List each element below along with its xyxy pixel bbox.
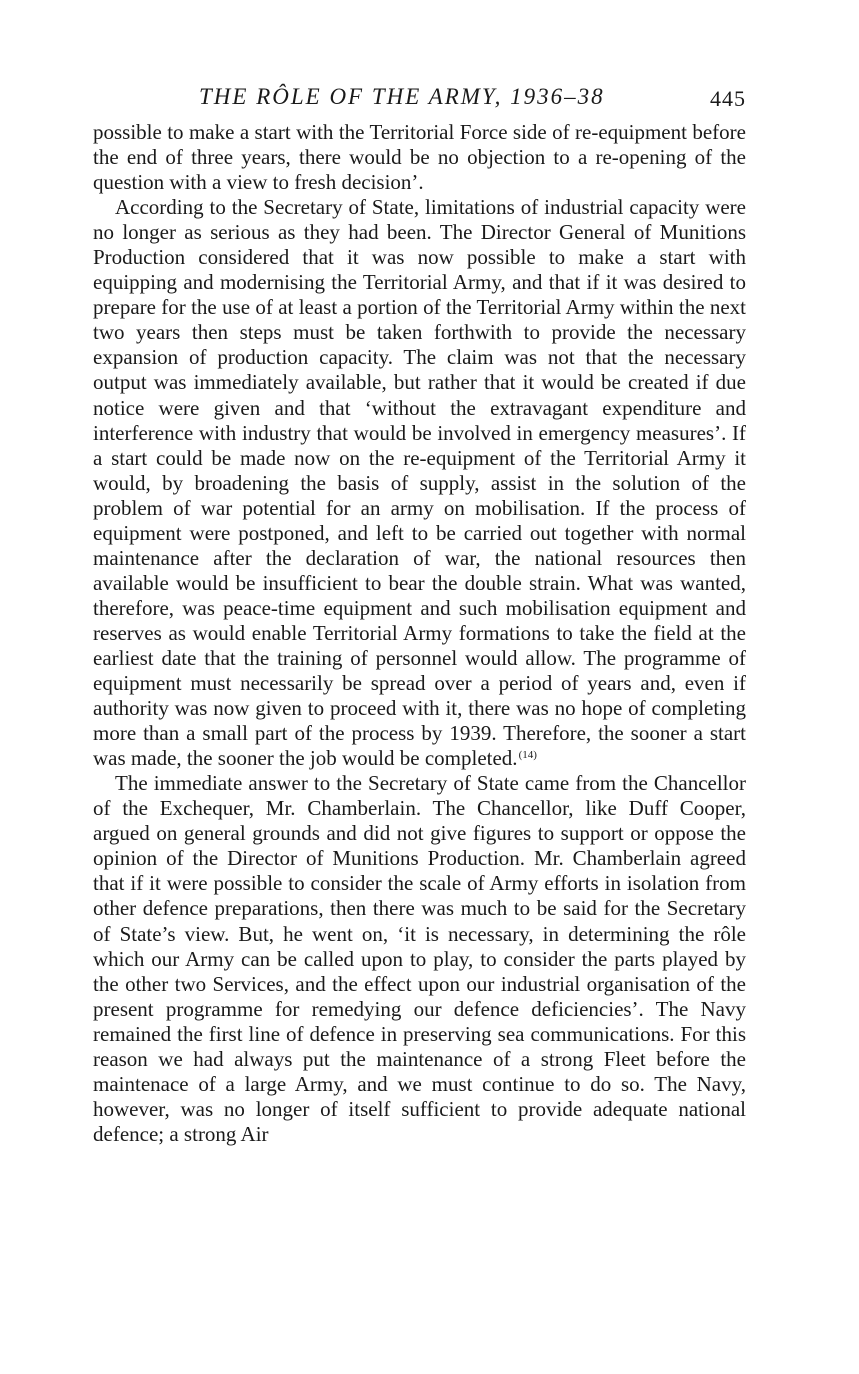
book-page [93, 82, 746, 1147]
running-title: THE RÔLE OF THE ARMY, 1936–38 [199, 84, 605, 109]
running-head [93, 82, 746, 112]
paragraph-2-text: According to the Secretary of State, limitations of industrial capacity were no longer as serious as they had been. The Director General of Munitions Production considered that it was now possible to make a start with equipping and modernising the Territorial Army, and that if it was desired to prepare for the use of at least a portion of the Territorial Army within the next two years then steps must be taken forthwith to provide the necessary expansion of production capacity. The claim was not that the necessary output was immediately available, but rather that it would be created if due notice were given and that ‘without the extravagant expenditure and interference with industry that would be involved in emergency measures’. If a start could be made now on the re-equipment of the Territorial Army it would, by broadening the basis of supply, assist in the solution of the problem of war potential for an army on mobilisation. If the process of equipment were postponed, and left to be carried out together with normal maintenance after the declaration of war, the national resources then available would be insufficient to bear the double strain. What was wanted, therefore, was peace-time equipment and such mobilisation equipment and reserves as would enable Territorial Army formations to take the field at the earliest date that the training of personnel would allow. The programme of equipment must necessarily be spread over a period of years and, even if authority was now given to proceed with it, there was no hope of completing more than a small part of the process by 1939. Therefore, the sooner a start was made, the sooner the job would be completed. [93, 195, 746, 771]
body-text [93, 120, 746, 1147]
paragraph-1: possible to make a start with the Territorial Force side of re-equipment before the end of three years, there would be no objection to a re-opening of the question with a view to fresh decision’. [93, 120, 746, 195]
page-number: 445 [710, 86, 746, 111]
paragraph-3: The immediate answer to the Secretary of State came from the Chancellor of the Exchequer, Mr. Chamberlain. The Chancellor, like Duff Cooper, argued on general grounds and did not give figures to support or oppose the opinion of the Director of Munitions Production. Mr. Chamberlain agreed that if it were possible to consider the scale of Army efforts in isolation from other defence preparations, then there was much to be said for the Secretary of State’s view. But, he went on, ‘it is necessary, in determining the rôle which our Army can be called upon to play, to consider the parts played by the other two Services, and the effect upon our industrial organisation of the present programme for remedying our defence deficiencies’. The Navy remained the first line of defence in preserving sea communications. For this reason we had always put the maintenance of a strong Fleet before the maintenace of a large Army, and we must continue to do so. The Navy, however, was no longer of itself sufficient to provide adequate national defence; a strong Air [93, 771, 746, 1146]
paragraph-2 [93, 195, 746, 771]
footnote-reference: (14) [518, 749, 537, 762]
